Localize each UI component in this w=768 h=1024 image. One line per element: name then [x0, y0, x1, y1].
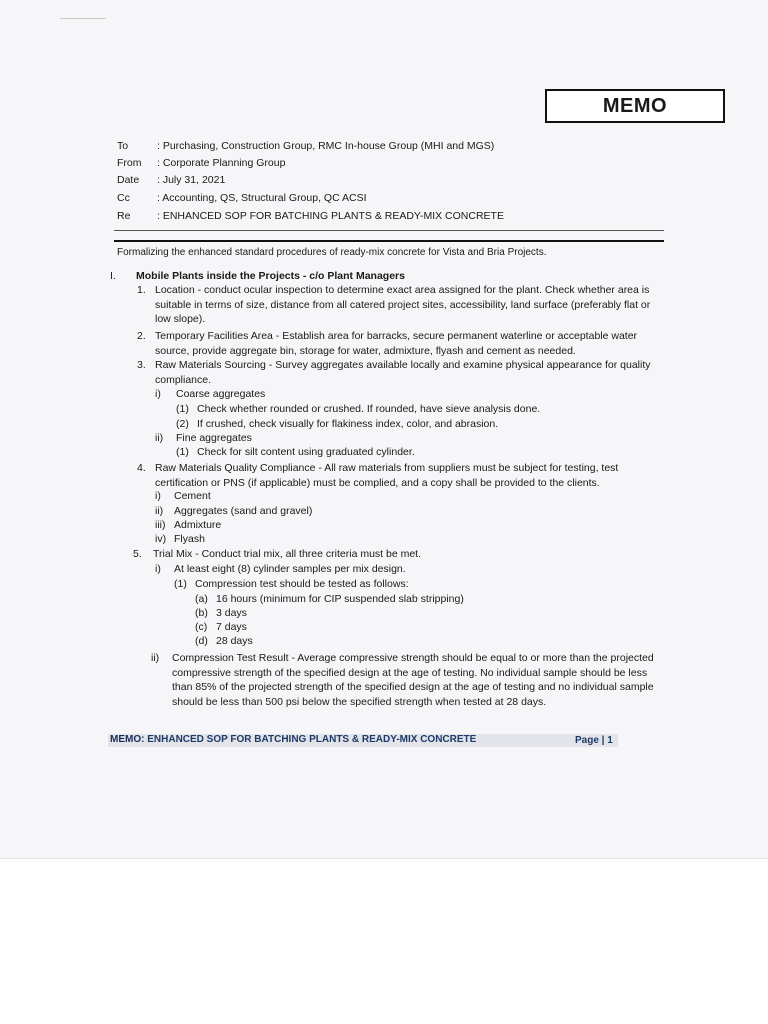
sub-number: i): [155, 388, 161, 400]
item-number: 3.: [137, 359, 146, 371]
day-number: (a): [195, 593, 208, 605]
sub-text: Aggregates (sand and gravel): [174, 505, 313, 517]
header-value: : July 31, 2021: [157, 174, 226, 186]
subsub-text: If crushed, check visually for flakiness index, color, and abrasion.: [197, 418, 499, 430]
item-number: 1.: [137, 284, 146, 296]
sub-text: Flyash: [174, 533, 205, 545]
day-text: 28 days: [216, 635, 253, 647]
day-number: (d): [195, 635, 208, 647]
footer-subject: [110, 734, 476, 745]
header-value: : Accounting, QS, Structural Group, QC ACSI: [157, 192, 367, 204]
section-title: Mobile Plants inside the Projects - c/o Plant Managers: [136, 270, 405, 282]
sub-text: Cement: [174, 490, 211, 502]
section-number: I.: [110, 270, 116, 282]
sub-number: i): [155, 490, 161, 502]
sub-number: iii): [155, 519, 166, 531]
day-text: 7 days: [216, 621, 247, 633]
sub-text: Compression Test Result - Average compressive strength should be equal to or more than the projected compressive strength of the specified design at the age of testing. No individual sample should be less than 85% of the projected strength of the specified design at the age of testing and no individual sample should be less than 500 psi below the specified strength when tested at 28 days.: [172, 652, 654, 708]
header-label: Cc: [117, 192, 130, 204]
item-number: 5.: [133, 548, 142, 560]
sub-number: iv): [155, 533, 167, 545]
day-number: (c): [195, 621, 208, 633]
header-value: : ENHANCED SOP FOR BATCHING PLANTS & READY-MIX CONCRETE: [157, 210, 504, 222]
header-label: From: [117, 157, 142, 169]
sub-number: ii): [155, 432, 164, 444]
item-text: Raw Materials Sourcing - Survey aggregates available locally and examine physical appearance for quality compliance.: [155, 359, 651, 386]
subsub-number: (1): [176, 403, 189, 415]
memo-title-box: [545, 89, 725, 123]
sub-number: ii): [151, 652, 160, 664]
sub-text: Fine aggregates: [176, 432, 252, 444]
sub-text: At least eight (8) cylinder samples per mix design.: [174, 563, 406, 575]
divider-thick: [114, 240, 664, 242]
day-number: (b): [195, 607, 208, 619]
sub-text: Admixture: [174, 519, 222, 531]
sub-number: i): [155, 563, 161, 575]
header-value: : Purchasing, Construction Group, RMC In-house Group (MHI and MGS): [157, 140, 495, 152]
subsub-text: Check for silt content using graduated cylinder.: [197, 446, 415, 458]
header-value: : Corporate Planning Group: [157, 157, 286, 169]
subsub-text: Check whether rounded or crushed. If rounded, have sieve analysis done.: [197, 403, 541, 415]
header-label: Date: [117, 174, 140, 186]
subsub-number: (2): [176, 418, 189, 430]
memo-title: MEMO: [602, 94, 668, 117]
footer-memo-label: MEMO:: [110, 734, 145, 745]
item-text: Temporary Facilities Area - Establish area for barracks, secure permanent waterline or acceptable water source, provide aggregate bin, storage for water, admixture, flyash and cement as needed.: [155, 330, 638, 357]
subsub-number: (1): [176, 446, 189, 458]
item-text: Trial Mix - Conduct trial mix, all three criteria must be met.: [153, 548, 422, 560]
item-number: 4.: [137, 462, 146, 474]
day-text: 16 hours (minimum for CIP suspended slab stripping): [216, 593, 464, 605]
sub-text: Coarse aggregates: [176, 388, 266, 400]
day-text: 3 days: [216, 607, 247, 619]
item-text: Raw Materials Quality Compliance - All raw materials from suppliers must be subject for testing, test certification or PNS (if applicable) must be complied, and a copy shall be provided to the clients.: [155, 462, 619, 489]
item-number: 2.: [137, 330, 146, 342]
scan-mark: [60, 18, 106, 19]
item-text: Location - conduct ocular inspection to determine exact area assigned for the plant. Check whether area is suitable in terms of size, distance from all catered project sites, accessibility, land surface (preferably flat or low slope).: [155, 284, 651, 325]
page-number: Page | 1: [575, 735, 613, 746]
header-label: To: [117, 140, 129, 152]
footer-subject-text: ENHANCED SOP FOR BATCHING PLANTS & READY-MIX CONCRETE: [147, 734, 477, 745]
divider-thin: [114, 230, 664, 231]
subsub-number: (1): [174, 578, 187, 590]
intro-text: Formalizing the enhanced standard procedures of ready-mix concrete for Vista and Bria Projects.: [117, 247, 547, 258]
header-label: Re: [117, 210, 131, 222]
subsub-text: Compression test should be tested as follows:: [195, 578, 409, 590]
sub-number: ii): [155, 505, 164, 517]
